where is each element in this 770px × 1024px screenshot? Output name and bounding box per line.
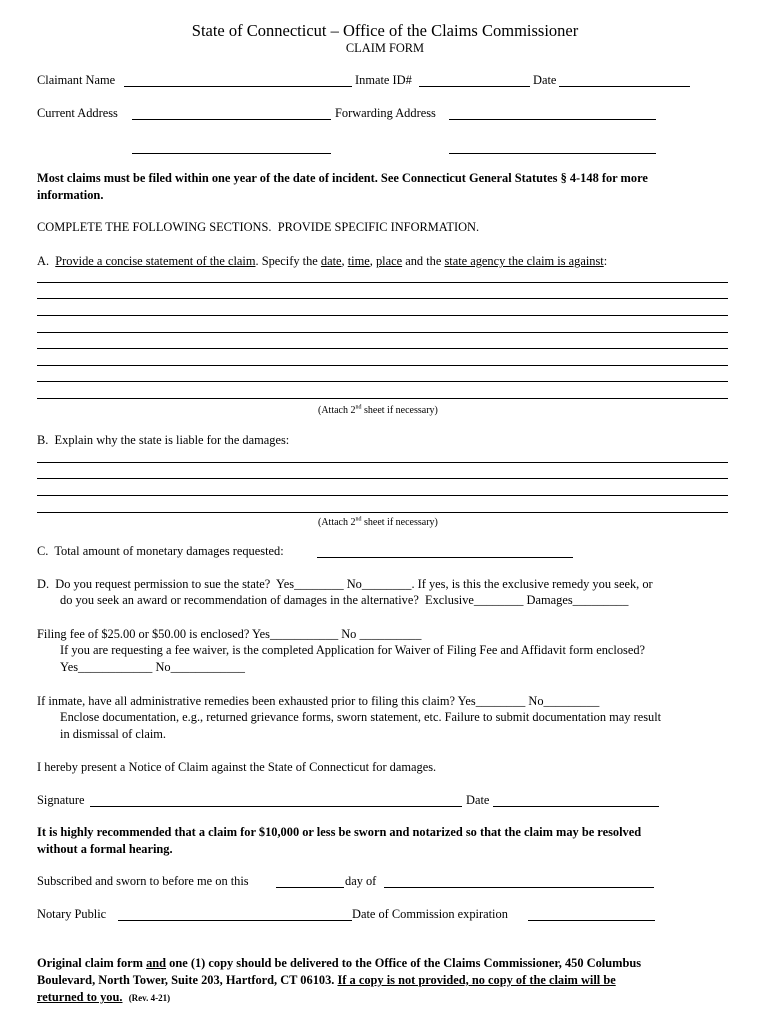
damages-amount-field[interactable] — [317, 557, 573, 558]
signature-date-field[interactable] — [493, 806, 659, 807]
attach-note-a: (Attach 2nd sheet if necessary) — [318, 404, 438, 416]
section-a-line[interactable] — [37, 332, 728, 333]
claimant-name-label: Claimant Name — [37, 73, 116, 87]
current-address-label: Current Address — [37, 106, 118, 120]
section-a-line[interactable] — [37, 381, 728, 382]
claimant-name-field[interactable] — [124, 86, 352, 87]
forwarding-address-field-line2[interactable] — [449, 153, 656, 154]
section-b-prompt: B. Explain why the state is liable for the damages: — [37, 433, 290, 447]
forwarding-address-field[interactable] — [449, 119, 656, 120]
section-b-line[interactable] — [37, 462, 728, 463]
deadline-notice: Most claims must be filed within one year of the date of incident. See Connecticut General Statutes § 4-148 for more — [37, 171, 648, 185]
section-a-line[interactable] — [37, 398, 728, 399]
signature-field[interactable] — [90, 806, 462, 807]
notarize-recommendation-cont: without a formal hearing. — [37, 842, 173, 856]
commission-expiration-field[interactable] — [528, 920, 655, 921]
signature-date-label: Date — [466, 793, 490, 807]
section-d-question: D. Do you request permission to sue the state? Yes________ No________. If yes, is this the exclusive remedy you seek, or — [37, 577, 653, 591]
section-b-line[interactable] — [37, 512, 728, 513]
notary-public-label: Notary Public — [37, 907, 110, 921]
commission-expiration-label: Date of Commission expiration — [352, 907, 511, 921]
notary-public-field[interactable] — [118, 920, 352, 921]
sworn-day-field[interactable] — [276, 887, 344, 888]
section-b-line[interactable] — [37, 478, 728, 479]
fee-waiver-answer: Yes____________ No____________ — [60, 660, 245, 674]
section-a-line[interactable] — [37, 365, 728, 366]
current-address-field[interactable] — [132, 119, 331, 120]
fee-waiver-question: If you are requesting a fee waiver, is the completed Application for Waiver of Filing Fee and Affidavit form enclosed? — [60, 643, 646, 657]
form-title: State of Connecticut – Office of the Claims Commissioner — [191, 21, 579, 40]
signature-label: Signature — [37, 793, 85, 807]
delivery-address: Boulevard, North Tower, Suite 203, Hartford, CT 06103. If a copy is not provided, no copy of the claim will be — [37, 973, 616, 987]
deadline-notice-cont: information. — [37, 188, 104, 202]
form-subtitle: CLAIM FORM — [345, 41, 425, 55]
sworn-day-of-label: day of — [345, 874, 380, 888]
date-label: Date — [533, 73, 557, 87]
section-a-line[interactable] — [37, 282, 728, 283]
current-address-field-line2[interactable] — [132, 153, 331, 154]
inmate-documentation-note: Enclose documentation, e.g., returned grievance forms, sworn statement, etc. Failure to submit documentation may result — [60, 710, 662, 724]
section-a-line[interactable] — [37, 348, 728, 349]
date-field[interactable] — [559, 86, 690, 87]
sworn-statement-label: Subscribed and sworn to before me on this — [37, 874, 252, 888]
forwarding-address-label: Forwarding Address — [335, 106, 436, 120]
inmate-remedies-question: If inmate, have all administrative remedies been exhausted prior to filing this claim? Yes________ No_________ — [37, 694, 600, 708]
section-a-prompt: A. Provide a concise statement of the claim. Specify the date, time, place and the state agency the claim is against: — [37, 254, 608, 268]
section-a-line[interactable] — [37, 315, 728, 316]
inmate-documentation-note-cont: in dismissal of claim. — [60, 727, 166, 741]
section-d-question-cont: do you seek an award or recommendation of damages in the alternative? Exclusive________ Damages_________ — [60, 593, 629, 607]
section-a-line[interactable] — [37, 298, 728, 299]
notarize-recommendation: It is highly recommended that a claim for $10,000 or less be sworn and notarized so that the claim may be resolved — [37, 825, 642, 839]
declaration: I hereby present a Notice of Claim against the State of Connecticut for damages. — [37, 760, 437, 774]
delivery-instructions: Original claim form and one (1) copy should be delivered to the Office of the Claims Commissioner, 450 Columbus — [37, 956, 642, 970]
sworn-month-field[interactable] — [384, 887, 654, 888]
copy-warning: returned to you. (Rev. 4-21) — [37, 990, 171, 1004]
revision-label: (Rev. 4-21) — [128, 993, 171, 1003]
attach-note-b: (Attach 2nd sheet if necessary) — [318, 516, 438, 528]
instructions: COMPLETE THE FOLLOWING SECTIONS. PROVIDE SPECIFIC INFORMATION. — [37, 220, 480, 234]
inmate-id-label: Inmate ID# — [355, 73, 412, 87]
inmate-id-field[interactable] — [419, 86, 530, 87]
filing-fee-question: Filing fee of $25.00 or $50.00 is enclosed? Yes___________ No __________ — [37, 627, 422, 641]
section-b-line[interactable] — [37, 495, 728, 496]
section-c-prompt: C. Total amount of monetary damages requested: — [37, 544, 287, 558]
